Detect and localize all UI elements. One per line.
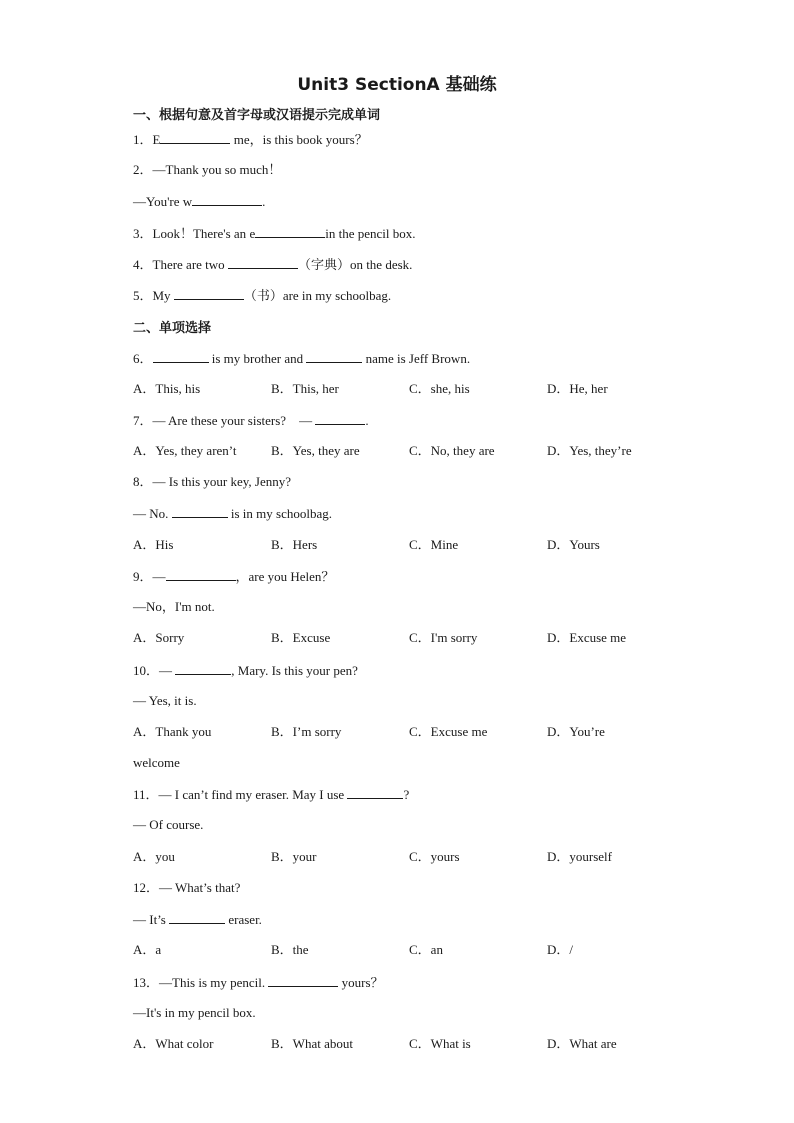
option-d[interactable]: D．/ <box>547 942 574 957</box>
question-9-line-2: —No，I'm not. <box>133 599 215 614</box>
question-11-line-1: 11．— I can’t find my eraser. May I use ? <box>133 787 410 802</box>
question-2-line-2: —You're w . <box>133 194 266 209</box>
question-11-line-2: — Of course. <box>133 817 204 832</box>
option-d[interactable]: D．Excuse me <box>547 630 627 645</box>
options-question-11 <box>133 848 693 866</box>
question-10-line-1: 10．— , Mary. Is this your pen? <box>133 663 358 678</box>
options-question-8 <box>133 536 693 554</box>
option-d[interactable]: D．Yours <box>547 537 600 552</box>
option-a[interactable]: A．a <box>133 942 162 957</box>
option-b[interactable]: B．This, her <box>271 381 339 396</box>
option-c[interactable]: C．I'm sorry <box>409 630 478 645</box>
options-question-10 <box>133 723 693 741</box>
question-12-line-1: 12．— What’s that? <box>133 880 241 895</box>
answer-blank[interactable] <box>172 504 228 518</box>
question-10-line-2: — Yes, it is. <box>133 693 197 708</box>
option-b[interactable]: B．Excuse <box>271 630 331 645</box>
page-title: Unit3 SectionA 基础练 <box>297 75 497 95</box>
option-a[interactable]: A．What color <box>133 1036 214 1051</box>
option-a[interactable]: A．Thank you <box>133 724 212 739</box>
answer-blank[interactable] <box>153 349 209 363</box>
option-c[interactable]: C．yours <box>409 849 460 864</box>
answer-blank[interactable] <box>192 192 262 206</box>
option-c[interactable]: C．Mine <box>409 537 459 552</box>
answer-blank[interactable] <box>315 411 365 425</box>
answer-blank[interactable] <box>306 349 362 363</box>
answer-blank[interactable] <box>160 130 230 144</box>
question-1: 1．E me，is this book yours？ <box>133 132 368 147</box>
option-d[interactable]: D．yourself <box>547 849 612 864</box>
answer-blank[interactable] <box>255 224 325 238</box>
option-d-wrap: welcome <box>133 755 180 770</box>
option-d[interactable]: D．He, her <box>547 381 608 396</box>
option-d[interactable]: D．You’re <box>547 724 605 739</box>
question-9-line-1: 9．— ，are you Helen？ <box>133 569 335 584</box>
answer-blank[interactable] <box>174 286 244 300</box>
question-13-line-2: —It's in my pencil box. <box>133 1005 256 1020</box>
question-2-line-1: 2．—Thank you so much！ <box>133 162 282 177</box>
question-6: 6． is my brother and name is Jeff Brown. <box>133 351 471 366</box>
question-7: 7．— Are these your sisters? — . <box>133 413 369 428</box>
answer-blank[interactable] <box>166 567 236 581</box>
question-8-line-1: 8．— Is this your key, Jenny? <box>133 474 292 489</box>
section-header-fill-in: 一、根据句意及首字母或汉语提示完成单词 <box>133 108 381 123</box>
options-question-7 <box>133 442 693 460</box>
option-a[interactable]: A．Yes, they aren’t <box>133 443 237 458</box>
option-b[interactable]: B．Yes, they are <box>271 443 360 458</box>
options-question-6 <box>133 380 693 398</box>
question-3: 3．Look！There's an e in the pencil box. <box>133 226 416 241</box>
question-5: 5．My （书）are in my schoolbag. <box>133 288 392 303</box>
answer-blank[interactable] <box>268 973 338 987</box>
option-d[interactable]: D．Yes, they’re <box>547 443 632 458</box>
question-12-line-2: — It’s eraser. <box>133 912 262 927</box>
options-question-12 <box>133 941 693 959</box>
question-8-line-2: — No. is in my schoolbag. <box>133 506 332 521</box>
answer-blank[interactable] <box>347 785 403 799</box>
question-13-line-1: 13．—This is my pencil. yours？ <box>133 975 384 990</box>
option-b[interactable]: B．the <box>271 942 309 957</box>
section-header-multiple-choice: 二、单项选择 <box>133 321 212 336</box>
question-4: 4．There are two （字典）on the desk. <box>133 257 413 272</box>
answer-blank[interactable] <box>169 910 225 924</box>
options-question-9 <box>133 629 693 647</box>
option-c[interactable]: C．she, his <box>409 381 470 396</box>
option-b[interactable]: B．your <box>271 849 317 864</box>
answer-blank[interactable] <box>228 255 298 269</box>
option-c[interactable]: C．an <box>409 942 443 957</box>
option-c[interactable]: C．What is <box>409 1036 471 1051</box>
options-question-13 <box>133 1035 693 1053</box>
option-a[interactable]: A．His <box>133 537 174 552</box>
option-a[interactable]: A．Sorry <box>133 630 185 645</box>
answer-blank[interactable] <box>175 661 231 675</box>
option-c[interactable]: C．Excuse me <box>409 724 488 739</box>
option-b[interactable]: B．Hers <box>271 537 318 552</box>
option-b[interactable]: B．What about <box>271 1036 353 1051</box>
option-d[interactable]: D．What are <box>547 1036 617 1051</box>
option-a[interactable]: A．This, his <box>133 381 201 396</box>
option-c[interactable]: C．No, they are <box>409 443 495 458</box>
option-a[interactable]: A．you <box>133 849 175 864</box>
option-b[interactable]: B．I’m sorry <box>271 724 342 739</box>
